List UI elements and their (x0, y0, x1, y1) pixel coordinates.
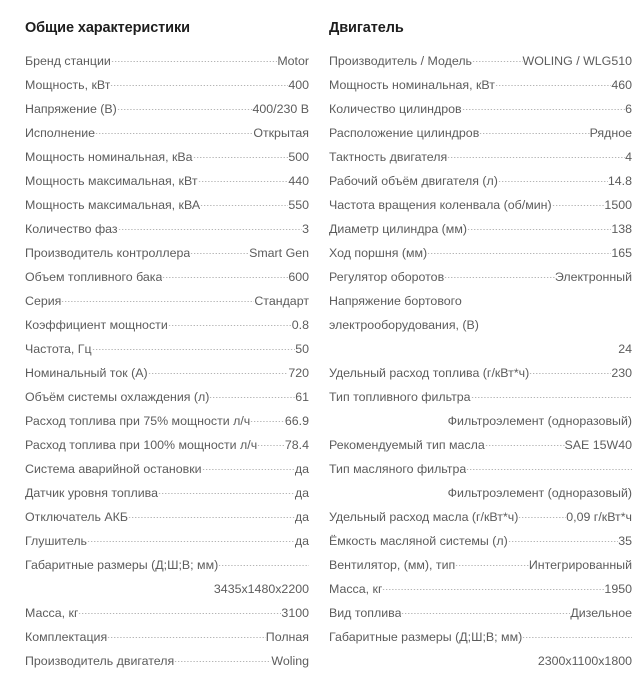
spec-value: 440 (288, 174, 309, 188)
spec-label (329, 289, 632, 337)
spec-value: Дизельное (570, 606, 632, 620)
spec-label: Коэффициент мощности (25, 318, 168, 332)
spec-label: Габаритные размеры (Д;Ш;В; мм) (25, 558, 219, 572)
dot-leader (444, 277, 555, 278)
spec-value: 6 (625, 102, 632, 116)
spec-label: Масса, кг (329, 582, 383, 596)
spec-label: Исполнение (25, 126, 96, 140)
spec-value: 66.9 (284, 414, 309, 428)
dot-leader (447, 157, 625, 158)
spec-row (329, 49, 632, 73)
spec-label: Объём системы охлаждения (л) (25, 390, 210, 404)
spec-row (25, 337, 309, 361)
spec-value: Стандарт (254, 294, 309, 308)
dot-leader (198, 181, 289, 182)
spec-value: 165 (611, 246, 632, 260)
spec-label: Объем топливного бака (25, 270, 163, 284)
spec-row (329, 217, 632, 241)
dot-leader (522, 637, 632, 638)
general-characteristics-list (25, 49, 309, 673)
spec-value: 600 (288, 270, 309, 284)
spec-value: Электронный (554, 270, 632, 284)
spec-label: Производитель / Модель (329, 54, 473, 68)
spec-value: 24 (618, 342, 632, 356)
spec-label: Расположение цилиндров (329, 126, 480, 140)
spec-value: Интегрированный (528, 558, 632, 572)
dot-leader (508, 541, 618, 542)
spec-label: Производитель контроллера (25, 246, 191, 260)
spec-label: Производитель двигателя (25, 654, 175, 668)
spec-value: 500 (288, 150, 309, 164)
spec-row (25, 145, 309, 169)
spec-label: Мощность номинальная, кВа (25, 150, 193, 164)
spec-row (25, 433, 309, 457)
dot-leader (158, 493, 295, 494)
spec-label: Ёмкость масляной системы (л) (329, 534, 508, 548)
spec-row (25, 625, 309, 649)
spec-row (25, 505, 309, 529)
spec-row (329, 241, 632, 265)
dot-leader (200, 205, 288, 206)
dot-leader (250, 421, 285, 422)
spec-row (25, 361, 309, 385)
spec-value: Рядное (589, 126, 632, 140)
spec-value: Фильтроэлемент (одноразовый) (447, 414, 632, 428)
spec-row (25, 385, 309, 409)
spec-row (329, 577, 632, 601)
spec-label: Расход топлива при 100% мощности л/ч (25, 438, 258, 452)
spec-row (329, 361, 632, 385)
dot-leader (148, 373, 289, 374)
dot-leader (209, 397, 295, 398)
spec-row (25, 169, 309, 193)
spec-label: Мощность номинальная, кВт (329, 78, 495, 92)
spec-row (25, 481, 309, 505)
spec-value: 50 (295, 342, 309, 356)
spec-label: Тип топливного фильтра (329, 390, 471, 404)
spec-row (25, 97, 309, 121)
dot-leader (168, 325, 292, 326)
spec-row (329, 625, 632, 673)
spec-value: 3 (302, 222, 309, 236)
dot-leader (110, 85, 288, 86)
spec-label: Регулятор оборотов (329, 270, 445, 284)
spec-row (329, 553, 632, 577)
spec-row (25, 313, 309, 337)
spec-value: Woling (271, 654, 309, 668)
spec-row (329, 145, 632, 169)
spec-row (329, 529, 632, 553)
spec-label: Серия (25, 294, 62, 308)
spec-row (25, 193, 309, 217)
spec-row (329, 193, 632, 217)
dot-leader (479, 133, 589, 134)
spec-row (25, 265, 309, 289)
spec-label: Мощность, кВт (25, 78, 111, 92)
spec-label: Бренд станции (25, 54, 111, 68)
spec-label: Вентилятор, (мм), тип (329, 558, 456, 572)
spec-label: Диаметр цилиндра (мм) (329, 222, 467, 236)
dot-leader (472, 61, 523, 62)
dot-leader (174, 661, 271, 662)
spec-row (329, 73, 632, 97)
spec-row (25, 553, 309, 601)
spec-value: 78.4 (284, 438, 309, 452)
spec-value: 4 (625, 150, 632, 164)
spec-label: Напряжение (В) (25, 102, 117, 116)
dot-leader (401, 613, 570, 614)
spec-label: Тип масляного фильтра (329, 462, 467, 476)
dot-leader (518, 517, 566, 518)
dot-leader (118, 229, 302, 230)
spec-value: 0.8 (291, 318, 309, 332)
general-characteristics-column (0, 19, 322, 673)
dot-leader (455, 565, 529, 566)
spec-row (329, 505, 632, 529)
dot-leader (162, 277, 288, 278)
spec-value: 1950 (604, 582, 632, 596)
spec-row (25, 217, 309, 241)
spec-row (329, 265, 632, 289)
spec-label: Отключатель АКБ (25, 510, 128, 524)
spec-row (25, 649, 309, 673)
spec-row (25, 49, 309, 73)
spec-label: Номинальный ток (А) (25, 366, 148, 380)
spec-row (329, 433, 632, 457)
spec-value: 3435х1480х2200 (213, 582, 309, 596)
dot-leader (218, 565, 309, 566)
spec-row (25, 601, 309, 625)
spec-value: Smart Gen (249, 246, 309, 260)
spec-value: 14.8 (607, 174, 632, 188)
spec-label: Количество цилиндров (329, 102, 462, 116)
spec-value: 3100 (281, 606, 309, 620)
spec-label: Удельный расход топлива (г/кВт*ч) (329, 366, 530, 380)
dot-leader (529, 373, 611, 374)
spec-value: 2300х1100х1800 (537, 654, 632, 668)
spec-row (329, 97, 632, 121)
spec-value: Полная (265, 630, 309, 644)
spec-label: Мощность максимальная, кВт (25, 174, 198, 188)
spec-value: SAE 15W40 (564, 438, 632, 452)
dot-leader (485, 445, 565, 446)
spec-row (25, 529, 309, 553)
spec-value: 550 (288, 198, 309, 212)
spec-value: да (294, 534, 309, 548)
spec-label: Глушитель (25, 534, 88, 548)
spec-label: Расход топлива при 75% мощности л/ч (25, 414, 251, 428)
engine-title: Двигатель (329, 20, 404, 36)
dot-leader (78, 613, 281, 614)
spec-label-line: Напряжение бортового (329, 294, 462, 308)
engine-list (329, 49, 632, 673)
dot-leader (467, 229, 611, 230)
spec-label: Рабочий объём двигателя (л) (329, 174, 498, 188)
dot-leader (61, 301, 254, 302)
spec-value: да (294, 510, 309, 524)
spec-label: Частота вращения коленвала (об/мин) (329, 198, 552, 212)
dot-leader (462, 109, 626, 110)
dot-leader (498, 181, 608, 182)
spec-label: Вид топлива (329, 606, 402, 620)
spec-value: да (294, 486, 309, 500)
spec-row (25, 73, 309, 97)
spec-value: Открытая (253, 126, 309, 140)
dot-leader (466, 469, 632, 470)
dot-leader (95, 133, 253, 134)
spec-value: 460 (611, 78, 632, 92)
spec-value: 35 (618, 534, 632, 548)
dot-leader (552, 205, 605, 206)
dot-leader (257, 445, 285, 446)
spec-label: Частота, Гц (25, 342, 92, 356)
engine-column (322, 19, 643, 673)
dot-leader (107, 637, 266, 638)
spec-label: Количество фаз (25, 222, 118, 236)
spec-label: Мощность максимальная, кВА (25, 198, 201, 212)
spec-label: Масса, кг (25, 606, 79, 620)
spec-row (25, 457, 309, 481)
spec-label: Датчик уровня топлива (25, 486, 158, 500)
spec-label-line: электрооборудования, (В) (329, 318, 479, 332)
dot-leader (427, 253, 611, 254)
spec-value: 400 (288, 78, 309, 92)
dot-leader (190, 253, 249, 254)
spec-row (329, 601, 632, 625)
dot-leader (128, 517, 295, 518)
general-characteristics-title: Общие характеристики (25, 20, 190, 36)
spec-label: Система аварийной остановки (25, 462, 202, 476)
spec-value: 1500 (604, 198, 632, 212)
spec-value: 230 (611, 366, 632, 380)
spec-label: Габаритные размеры (Д;Ш;В; мм) (329, 630, 523, 644)
spec-value: Фильтроэлемент (одноразовый) (447, 486, 632, 500)
spec-row (329, 457, 632, 505)
dot-leader (382, 589, 604, 590)
spec-value: 720 (288, 366, 309, 380)
dot-leader (87, 541, 295, 542)
dot-leader (111, 61, 277, 62)
spec-value: WOLING / WLG510 (522, 54, 632, 68)
dot-leader (471, 397, 632, 398)
spec-label: Ход поршня (мм) (329, 246, 428, 260)
spec-row (25, 241, 309, 265)
spec-value: 400/230 В (252, 102, 309, 116)
dot-leader (92, 349, 296, 350)
spec-value: 61 (295, 390, 309, 404)
spec-value: Motor (277, 54, 309, 68)
spec-value: 0,09 г/кВт*ч (566, 510, 632, 524)
spec-row (329, 169, 632, 193)
spec-row (329, 289, 632, 361)
spec-label: Рекомендуемый тип масла (329, 438, 485, 452)
spec-label: Тактность двигателя (329, 150, 448, 164)
spec-label: Удельный расход масла (г/кВт*ч) (329, 510, 519, 524)
spec-value: да (294, 462, 309, 476)
dot-leader (117, 109, 253, 110)
dot-leader (202, 469, 295, 470)
dot-leader (193, 157, 289, 158)
spec-row (329, 121, 632, 145)
spec-value: 138 (611, 222, 632, 236)
spec-row (25, 409, 309, 433)
spec-row (329, 385, 632, 433)
spec-row (25, 121, 309, 145)
spec-label: Комплектация (25, 630, 108, 644)
dot-leader (495, 85, 611, 86)
spec-row (25, 289, 309, 313)
